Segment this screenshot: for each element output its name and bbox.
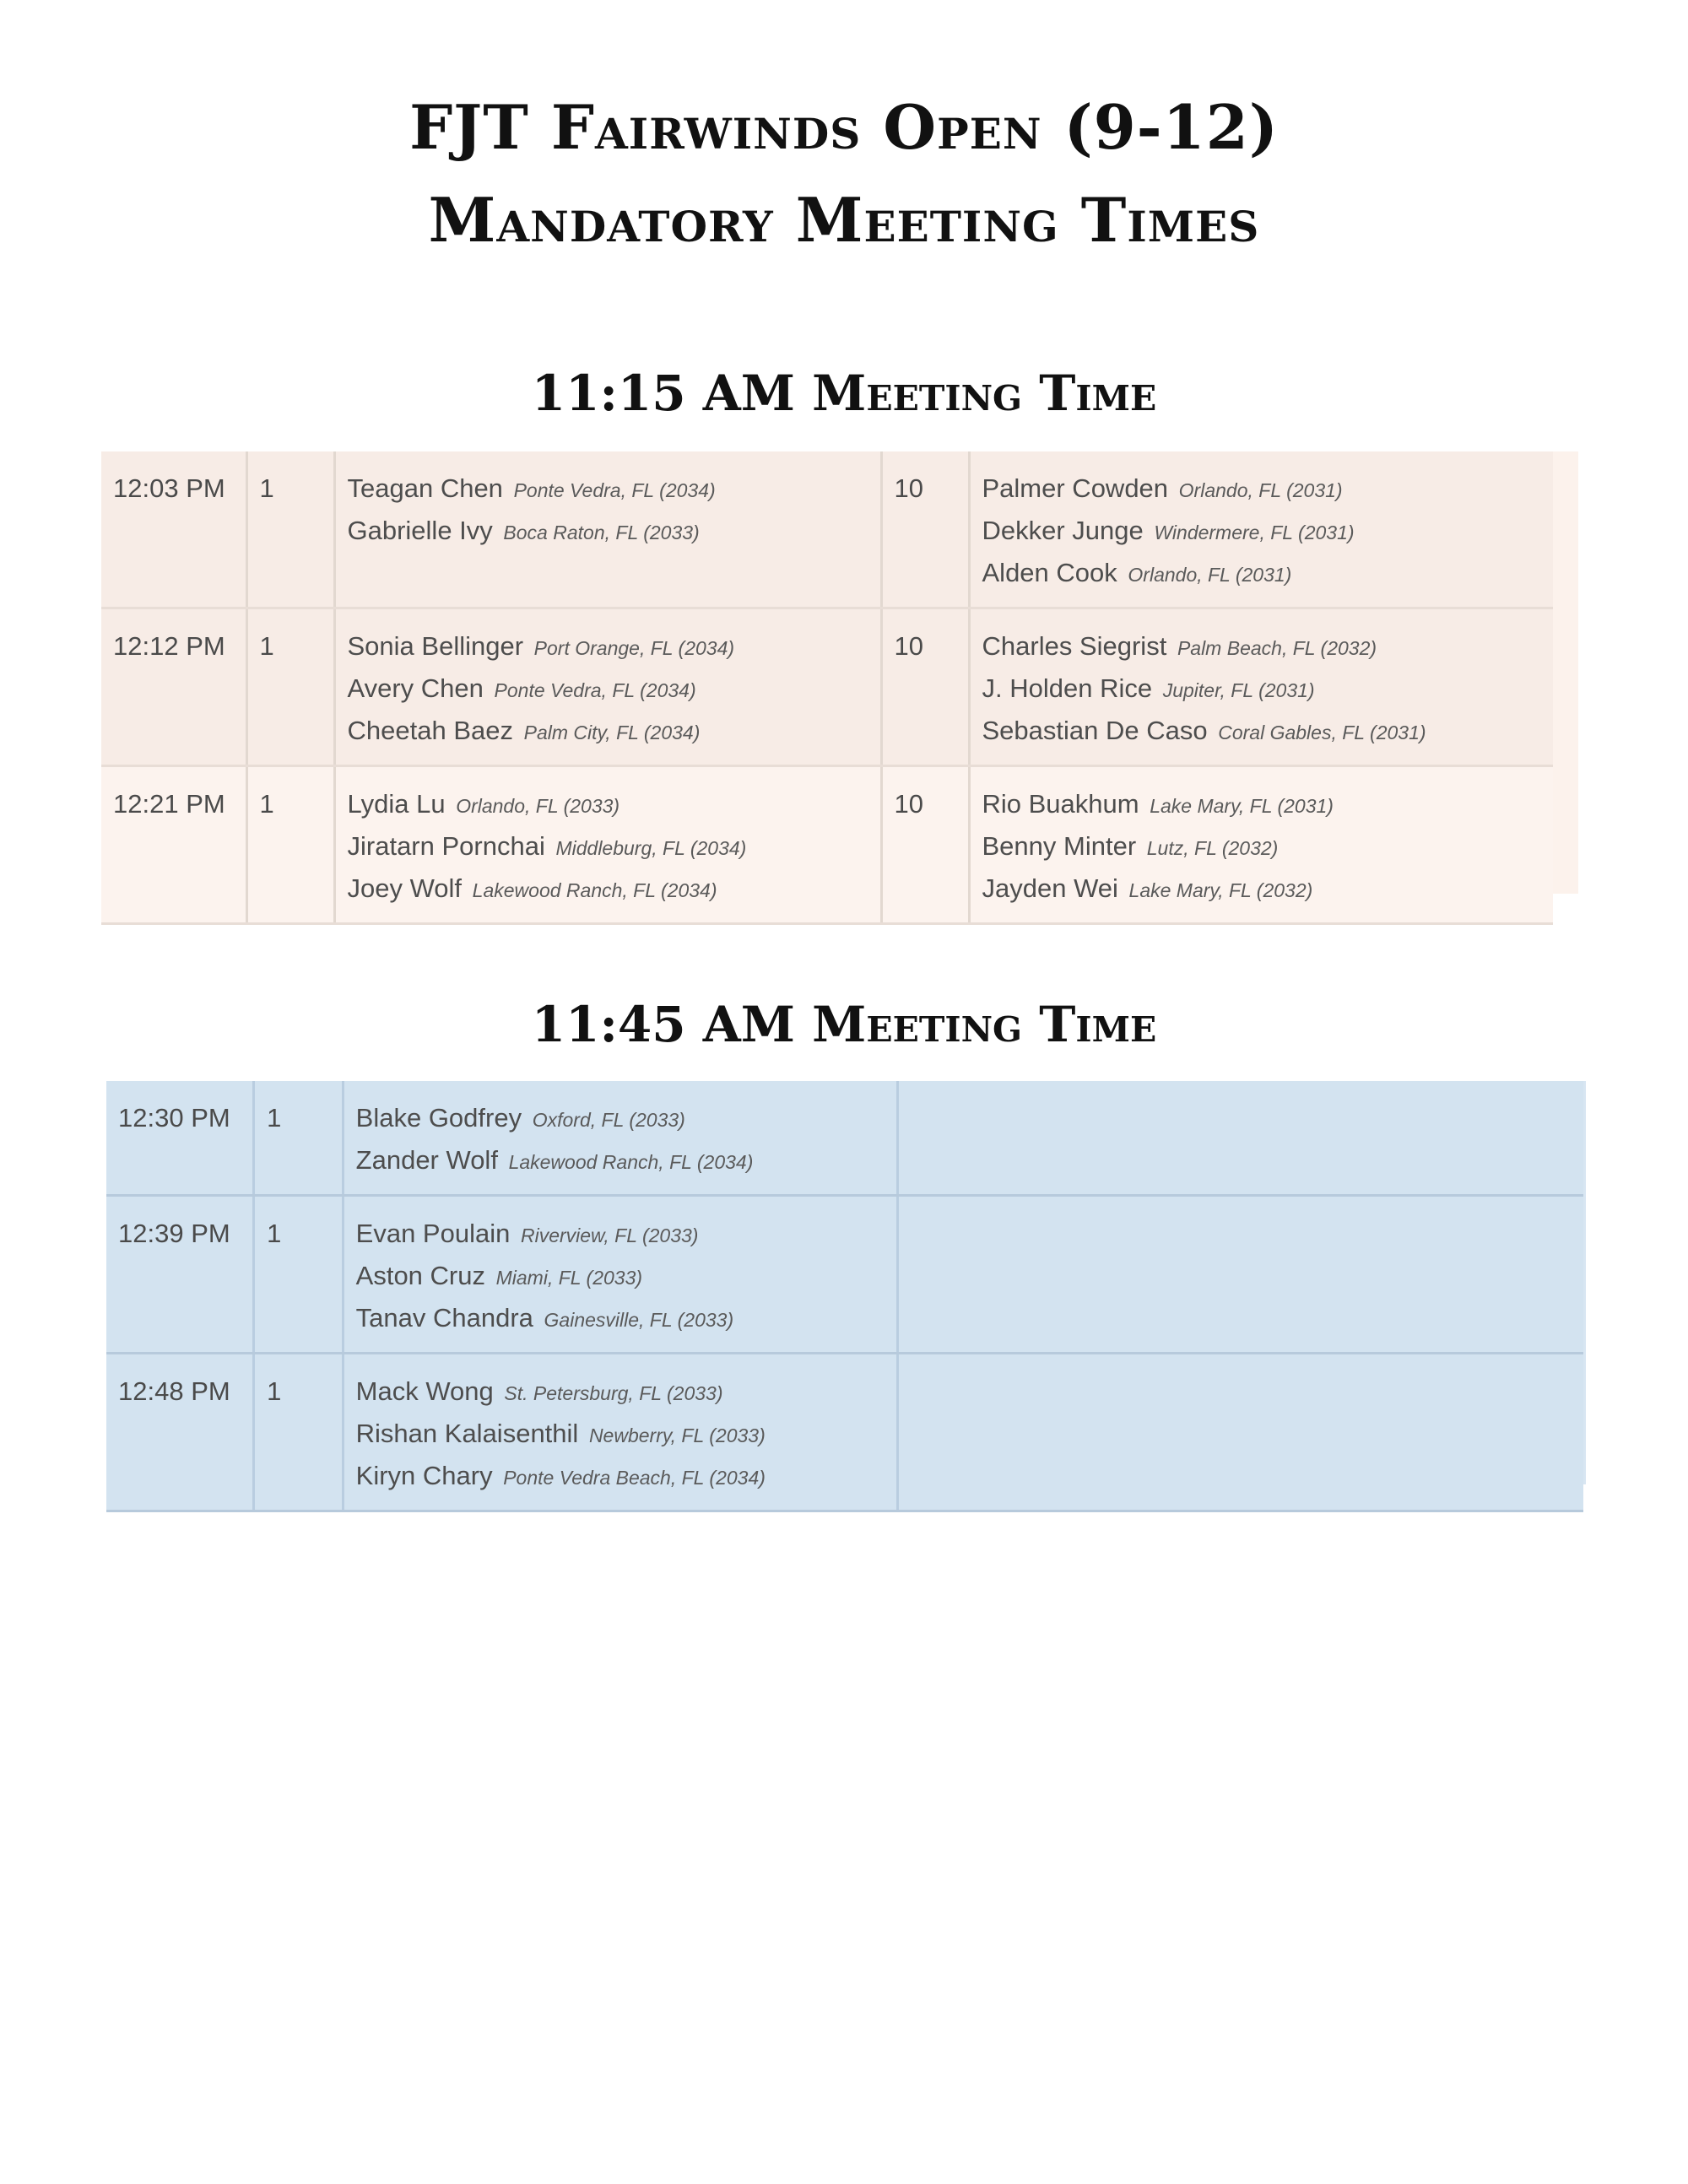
schedule-table-1145 — [106, 1081, 1583, 1512]
player-location: Miami, FL (2033) — [495, 1267, 643, 1289]
group-a — [334, 766, 881, 924]
player-name: Palmer Cowden — [982, 473, 1169, 503]
tee-number: 1 — [246, 766, 334, 924]
document-subtitle: Mandatory Meeting Times — [428, 184, 1260, 256]
player-name: Benny Minter — [982, 831, 1137, 861]
player-name: J. Holden Rice — [982, 673, 1153, 703]
player-name: Jayden Wei — [982, 873, 1118, 903]
group-b — [969, 608, 1553, 766]
player — [356, 1098, 885, 1140]
player-location: Newberry, FL (2033) — [588, 1424, 766, 1446]
table-row — [106, 1196, 1583, 1354]
document-title: FJT Fairwinds Open (9-12) — [409, 91, 1279, 163]
player — [356, 1298, 885, 1340]
player-name: Avery Chen — [347, 673, 484, 703]
player-location: Middleburg, FL (2034) — [555, 837, 747, 859]
player — [356, 1456, 885, 1498]
player — [348, 868, 868, 911]
player-name: Charles Siegrist — [982, 631, 1167, 661]
player — [348, 784, 868, 826]
table-row — [101, 608, 1553, 766]
tee-time: 12:12 PM — [101, 608, 246, 766]
player-location: Lakewood Ranch, FL (2034) — [472, 879, 717, 901]
tee-time: 12:03 PM — [101, 451, 246, 608]
player — [348, 468, 868, 511]
player-location: Ponte Vedra Beach, FL (2034) — [503, 1467, 766, 1489]
player-name: Evan Poulain — [355, 1219, 511, 1248]
schedule-table-1115 — [101, 451, 1553, 925]
player-name: Alden Cook — [982, 558, 1117, 587]
section-heading-1115: 11:15 AM Meeting Time — [531, 365, 1157, 422]
table-row — [101, 451, 1553, 608]
player-name: Jiratarn Pornchai — [347, 831, 545, 861]
player — [356, 1214, 885, 1256]
player-name: Cheetah Baez — [347, 716, 513, 745]
group-a — [334, 451, 881, 608]
player-location: Riverview, FL (2033) — [520, 1224, 699, 1246]
player-location: Orlando, FL (2033) — [456, 795, 620, 817]
group-b — [969, 766, 1553, 924]
player — [982, 711, 1542, 753]
player-location: Port Orange, FL (2034) — [533, 637, 735, 659]
empty-cell — [898, 1081, 1583, 1196]
group-a — [343, 1081, 898, 1196]
section-heading-1145: 11:45 AM Meeting Time — [531, 996, 1157, 1053]
tee-number: 1 — [254, 1081, 344, 1196]
player-name: Zander Wolf — [355, 1145, 498, 1175]
player-location: St. Petersburg, FL (2033) — [504, 1382, 723, 1404]
empty-cell — [898, 1354, 1583, 1511]
player — [982, 626, 1542, 668]
player-location: Jupiter, FL (2031) — [1162, 679, 1315, 701]
tee-time: 12:30 PM — [106, 1081, 254, 1196]
group-a — [343, 1196, 898, 1354]
player — [982, 868, 1542, 911]
player — [356, 1256, 885, 1298]
player-location: Ponte Vedra, FL (2034) — [513, 479, 716, 501]
player-name: Dekker Junge — [982, 516, 1144, 545]
tee-time: 12:21 PM — [101, 766, 246, 924]
player-location: Boca Raton, FL (2033) — [503, 522, 700, 543]
player-name: Gabrielle Ivy — [347, 516, 493, 545]
player — [348, 668, 868, 711]
tee-number: 10 — [881, 766, 969, 924]
player — [348, 511, 868, 553]
player-name: Teagan Chen — [347, 473, 503, 503]
tee-number: 1 — [254, 1354, 344, 1511]
player-name: Kiryn Chary — [355, 1461, 493, 1490]
group-a — [343, 1354, 898, 1511]
player-name: Aston Cruz — [355, 1261, 485, 1290]
group-a — [334, 608, 881, 766]
player-location: Lake Mary, FL (2032) — [1128, 879, 1313, 901]
tee-number: 10 — [881, 608, 969, 766]
player-location: Lakewood Ranch, FL (2034) — [508, 1151, 754, 1173]
player-location: Palm City, FL (2034) — [523, 722, 701, 743]
player-name: Sonia Bellinger — [347, 631, 524, 661]
tee-number: 10 — [881, 451, 969, 608]
tee-number: 1 — [254, 1196, 344, 1354]
player-location: Lutz, FL (2032) — [1146, 837, 1279, 859]
player — [982, 553, 1542, 595]
tee-number: 1 — [246, 608, 334, 766]
player-location: Gainesville, FL (2033) — [544, 1309, 734, 1331]
player-location: Palm Beach, FL (2032) — [1177, 637, 1377, 659]
group-b — [969, 451, 1553, 608]
player-name: Lydia Lu — [347, 789, 446, 819]
player — [356, 1414, 885, 1456]
player — [982, 511, 1542, 553]
player — [982, 826, 1542, 868]
player — [356, 1371, 885, 1414]
player-name: Mack Wong — [355, 1376, 494, 1406]
player — [348, 826, 868, 868]
tee-number: 1 — [246, 451, 334, 608]
player — [982, 784, 1542, 826]
player-location: Orlando, FL (2031) — [1178, 479, 1343, 501]
player-name: Rio Buakhum — [982, 789, 1139, 819]
table-row — [101, 766, 1553, 924]
player — [982, 668, 1542, 711]
player — [348, 626, 868, 668]
player-location: Lake Mary, FL (2031) — [1150, 795, 1334, 817]
player-name: Joey Wolf — [347, 873, 463, 903]
player-name: Sebastian De Caso — [982, 716, 1208, 745]
player — [982, 468, 1542, 511]
player-location: Ponte Vedra, FL (2034) — [494, 679, 696, 701]
player — [348, 711, 868, 753]
player-location: Orlando, FL (2031) — [1128, 564, 1292, 586]
empty-cell — [898, 1196, 1583, 1354]
player-location: Coral Gables, FL (2031) — [1218, 722, 1426, 743]
player-name: Rishan Kalaisenthil — [355, 1419, 579, 1448]
tee-time: 12:39 PM — [106, 1196, 254, 1354]
tee-time: 12:48 PM — [106, 1354, 254, 1511]
player — [356, 1140, 885, 1182]
player-name: Tanav Chandra — [355, 1303, 533, 1333]
table-row — [106, 1081, 1583, 1196]
player-location: Windermere, FL (2031) — [1154, 522, 1355, 543]
player-name: Blake Godfrey — [355, 1103, 522, 1133]
table-row — [106, 1354, 1583, 1511]
table-edge-1115 — [1553, 451, 1578, 894]
player-location: Oxford, FL (2033) — [532, 1109, 685, 1131]
